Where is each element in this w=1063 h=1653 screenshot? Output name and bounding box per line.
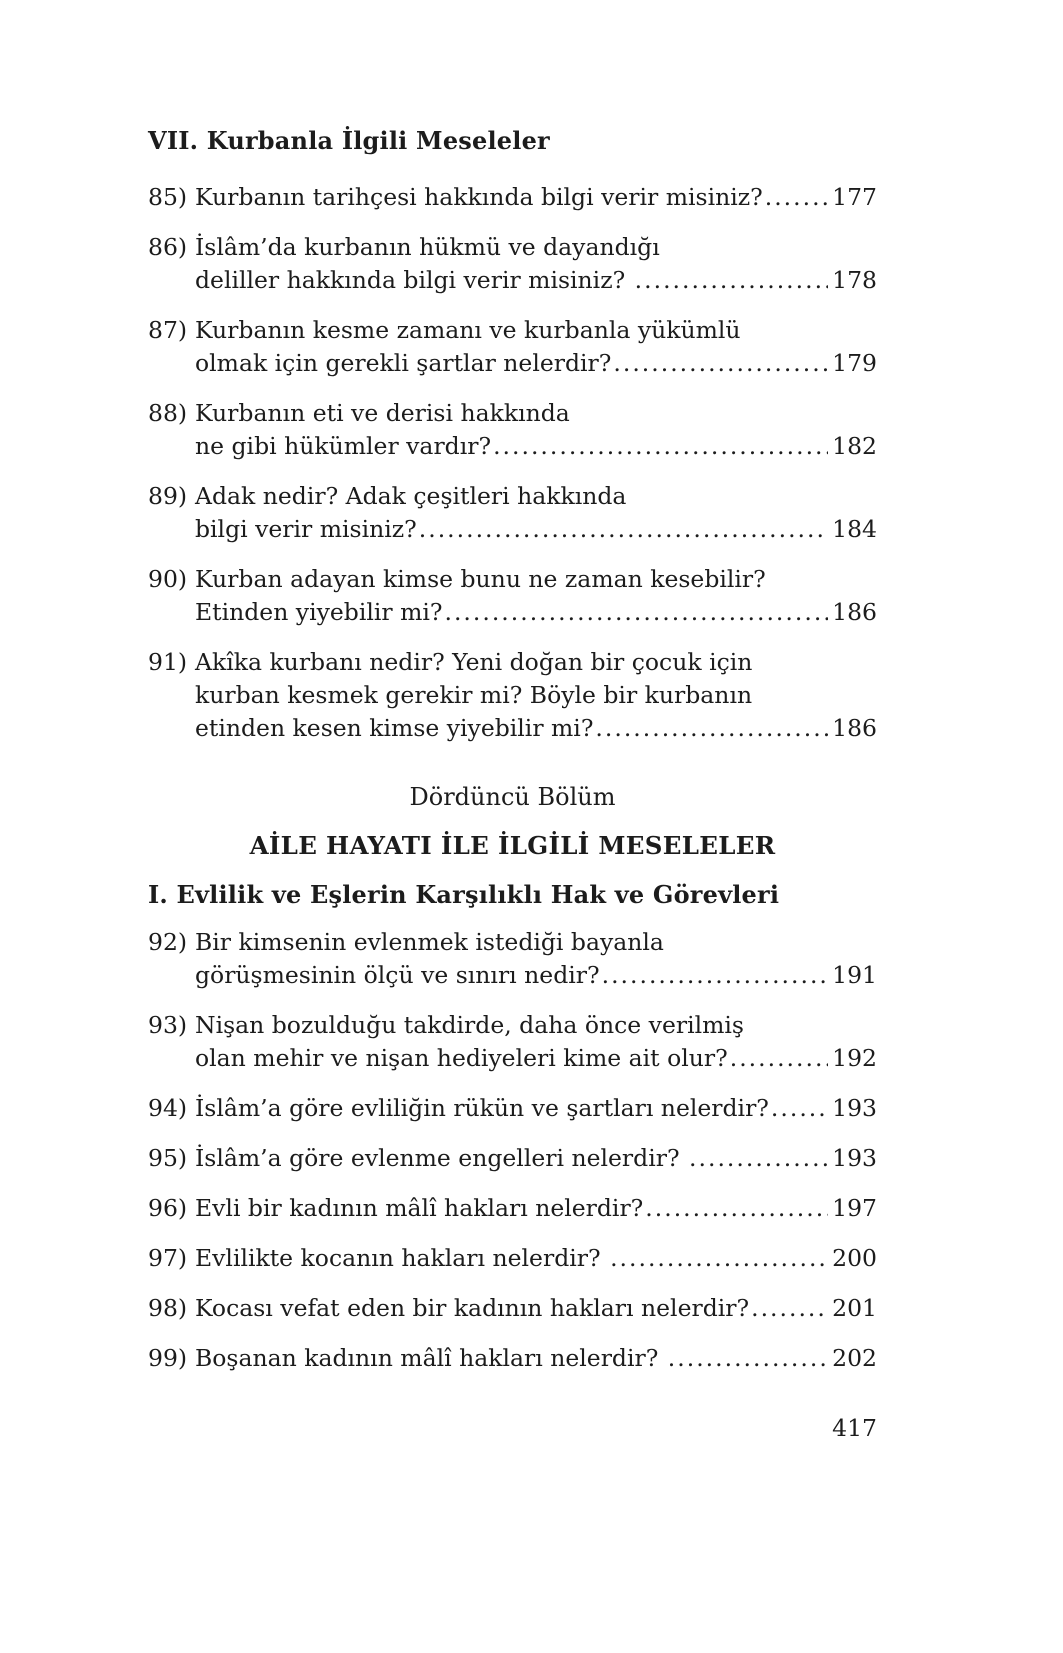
entry-text — [195, 1009, 877, 1075]
entry-page-number: 201 — [832, 1294, 877, 1322]
chapter-block — [148, 781, 877, 862]
entry-number: 98) — [148, 1294, 188, 1322]
entry-text — [195, 1142, 877, 1175]
toc-entry — [148, 397, 877, 463]
entry-text — [195, 1192, 877, 1225]
entry-last-line — [195, 712, 877, 745]
dot-leader — [751, 1292, 828, 1325]
entry-text — [195, 1242, 877, 1275]
entry-number: 85) — [148, 183, 188, 211]
entry-page-number: 193 — [832, 1144, 877, 1172]
entry-text-line: Evli bir kadının mâlî hakları nelerdir? — [195, 1194, 644, 1222]
entry-last-line — [195, 596, 877, 629]
entry-text-line: Kurbanın kesme zamanı ve kurbanla yükümlü — [195, 316, 741, 344]
entry-page-number: 193 — [832, 1094, 877, 1122]
entry-text-line: ne gibi hükümler vardır? — [195, 432, 492, 460]
dot-leader — [668, 1342, 828, 1375]
entry-text — [195, 1342, 877, 1375]
toc-entry — [148, 1292, 877, 1325]
entry-text-line: Nişan bozulduğu takdirde, daha önce verilmiş — [195, 1011, 744, 1039]
page-number: 417 — [832, 1414, 877, 1442]
chapter-title: AİLE HAYATI İLE İLGİLİ MESELELER — [249, 831, 776, 860]
toc-entries-evlilik — [148, 926, 877, 1375]
content-column — [148, 124, 877, 1392]
entry-text — [195, 314, 877, 380]
toc-entry — [148, 480, 877, 546]
entry-number: 88) — [148, 399, 188, 427]
dot-leader — [635, 264, 828, 297]
toc-entry — [148, 563, 877, 629]
entry-last-line — [195, 1192, 877, 1225]
toc-entry — [148, 926, 877, 992]
chapter-label: Dördüncü Bölüm — [409, 783, 616, 811]
entry-text-line: Evlilikte kocanın hakları nelerdir? — [195, 1244, 609, 1272]
entry-last-line — [195, 1242, 877, 1275]
entry-text-line: Etinden yiyebilir mi? — [195, 598, 443, 626]
entry-number: 99) — [148, 1344, 188, 1372]
toc-entry — [148, 1342, 877, 1375]
entry-page-number: 197 — [832, 1194, 877, 1222]
dot-leader — [595, 712, 828, 745]
dot-leader — [419, 513, 828, 546]
entry-last-line — [195, 1042, 877, 1075]
entry-page-number: 184 — [832, 515, 877, 543]
entry-page-number: 202 — [832, 1344, 877, 1372]
entry-text-line: Kurban adayan kimse bunu ne zaman kesebilir? — [195, 565, 766, 593]
entry-text-line: İslâm’a göre evlenme engelleri nelerdir? — [195, 1144, 688, 1172]
entry-last-line — [195, 513, 877, 546]
entry-page-number: 178 — [832, 266, 877, 294]
entry-text-line: Kurbanın eti ve derisi hakkında — [195, 399, 570, 427]
entry-number: 91) — [148, 648, 188, 676]
entry-text-line: bilgi verir misiniz? — [195, 515, 417, 543]
entry-number: 97) — [148, 1244, 188, 1272]
dot-leader — [645, 1192, 828, 1225]
entry-last-line — [195, 1292, 877, 1325]
dot-leader — [610, 1242, 828, 1275]
dot-leader — [765, 181, 828, 214]
dot-leader — [689, 1142, 828, 1175]
entry-text-line: olan mehir ve nişan hediyeleri kime ait olur? — [195, 1044, 728, 1072]
entry-last-line — [195, 181, 877, 214]
entry-text — [195, 926, 877, 992]
entry-text-line: Akîka kurbanı nedir? Yeni doğan bir çocuk için — [195, 648, 753, 676]
entry-number: 90) — [148, 565, 188, 593]
entry-last-line — [195, 1342, 877, 1375]
entry-text-line: İslâm’a göre evliliğin rükün ve şartları nelerdir? — [195, 1094, 769, 1122]
entry-text — [195, 1092, 877, 1125]
entry-number: 92) — [148, 928, 188, 956]
entry-text — [195, 397, 877, 463]
entry-last-line — [195, 1142, 877, 1175]
dot-leader — [613, 347, 828, 380]
entry-text-line: Kocası vefat eden bir kadının hakları nelerdir? — [195, 1294, 750, 1322]
entry-number: 87) — [148, 316, 188, 344]
entry-text-line: İslâm’da kurbanın hükmü ve dayandığı — [195, 233, 660, 261]
toc-entries-kurban — [148, 181, 877, 745]
entry-last-line — [195, 959, 877, 992]
entry-page-number: 179 — [832, 349, 877, 377]
entry-last-line — [195, 347, 877, 380]
entry-last-line — [195, 430, 877, 463]
entry-page-number: 192 — [832, 1044, 877, 1072]
toc-entry — [148, 1092, 877, 1125]
toc-entry — [148, 314, 877, 380]
entry-text — [195, 563, 877, 629]
entry-text — [195, 646, 877, 745]
entry-last-line — [195, 1092, 877, 1125]
dot-leader — [493, 430, 828, 463]
entry-text — [195, 231, 877, 297]
entry-page-number: 191 — [832, 961, 877, 989]
toc-entry — [148, 1009, 877, 1075]
entry-number: 94) — [148, 1094, 188, 1122]
entry-text-line: deliller hakkında bilgi verir misiniz? — [195, 266, 633, 294]
entry-page-number: 186 — [832, 598, 877, 626]
section-heading-evlilik: I. Evlilik ve Eşlerin Karşılıklı Hak ve Görevleri — [148, 880, 780, 909]
entry-number: 93) — [148, 1011, 188, 1039]
entry-text-line: Boşanan kadının mâlî hakları nelerdir? — [195, 1344, 666, 1372]
toc-entry — [148, 181, 877, 214]
entry-page-number: 177 — [832, 183, 877, 211]
entry-text-line: görüşmesinin ölçü ve sınırı nedir? — [195, 961, 600, 989]
entry-text-line: Adak nedir? Adak çeşitleri hakkında — [195, 482, 627, 510]
entry-number: 96) — [148, 1194, 188, 1222]
section-heading-kurban: VII. Kurbanla İlgili Meseleler — [148, 126, 550, 155]
dot-leader — [444, 596, 828, 629]
entry-page-number: 186 — [832, 714, 877, 742]
dot-leader — [730, 1042, 828, 1075]
entry-text — [195, 480, 877, 546]
entry-number: 89) — [148, 482, 188, 510]
dot-leader — [602, 959, 829, 992]
entry-text — [195, 1292, 877, 1325]
toc-entry — [148, 1142, 877, 1175]
dot-leader — [771, 1092, 828, 1125]
entry-text-line: Kurbanın tarihçesi hakkında bilgi verir misiniz? — [195, 183, 763, 211]
entry-text-line: Bir kimsenin evlenmek istediği bayanla — [195, 928, 664, 956]
entry-text-line: olmak için gerekli şartlar nelerdir? — [195, 349, 612, 377]
toc-entry — [148, 1192, 877, 1225]
entry-text — [195, 181, 877, 214]
toc-entry — [148, 1242, 877, 1275]
entry-page-number: 182 — [832, 432, 877, 460]
entry-text-line: etinden kesen kimse yiyebilir mi? — [195, 714, 594, 742]
entry-last-line — [195, 264, 877, 297]
entry-number: 86) — [148, 233, 188, 261]
entry-number: 95) — [148, 1144, 188, 1172]
entry-page-number: 200 — [832, 1244, 877, 1272]
toc-entry — [148, 231, 877, 297]
entry-text-line: kurban kesmek gerekir mi? Böyle bir kurbanın — [195, 681, 753, 709]
toc-entry — [148, 646, 877, 745]
